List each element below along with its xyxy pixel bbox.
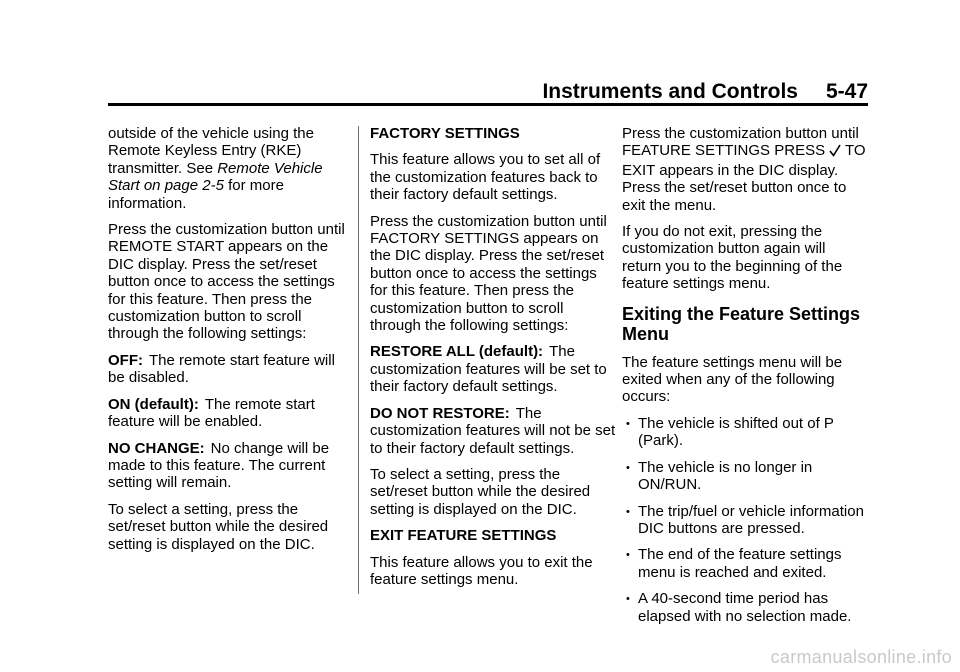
cross-reference: Remote Vehicle Start on page 2-5 bbox=[108, 159, 323, 195]
list-item: • The vehicle is no longer in ON/RUN. bbox=[626, 458, 813, 494]
list-item: • The vehicle is shifted out of P (Park). bbox=[626, 414, 834, 450]
exit-note: If you do not exit, pressing the customization button again will return you to the beginning of the feature settings menu. bbox=[622, 223, 843, 293]
exit-instructions: Press the customization button until FEATURE SETTINGS PRESS TO EXIT appears in the DIC display. Press the set/reset button once to exit the menu. bbox=[622, 125, 866, 214]
column-3 bbox=[622, 125, 868, 634]
column-2 bbox=[370, 125, 616, 597]
list-item: • A 40-second time period has elapsed with no selection made. bbox=[626, 590, 852, 625]
page-number: 5-47 bbox=[825, 80, 868, 103]
factory-settings-heading: FACTORY SETTINGS bbox=[370, 125, 520, 142]
check-icon bbox=[829, 144, 841, 161]
setting-term: DO NOT RESTORE: bbox=[370, 404, 510, 422]
setting-do-not-restore: DO NOT RESTORE: The customization features will not be set to their factory default settings. bbox=[370, 404, 616, 457]
list-item: • The end of the feature settings menu is reached and exited. bbox=[626, 546, 842, 581]
exit-feature-settings-heading: EXIT FEATURE SETTINGS bbox=[370, 527, 557, 545]
bullet-icon: • bbox=[626, 505, 630, 518]
bullet-icon: • bbox=[626, 593, 630, 606]
header-rule bbox=[108, 103, 868, 106]
factory-settings-desc: This feature allows you to set all of the customization features back to their factory default settings. bbox=[370, 151, 601, 204]
bullet-icon: • bbox=[626, 417, 630, 430]
setting-restore-all: RESTORE ALL (default): The customization features will be set to their factory default settings. bbox=[370, 343, 607, 396]
setting-term: NO CHANGE: bbox=[108, 439, 205, 457]
exit-feature-settings-desc: This feature allows you to exit the feature settings menu. bbox=[370, 553, 593, 588]
watermark: carmanualsonline.info bbox=[770, 647, 952, 667]
setting-term: RESTORE ALL (default): bbox=[370, 343, 544, 361]
select-setting-note: To select a setting, press the set/reset button while the desired setting is displayed on the DIC. bbox=[370, 465, 591, 518]
setting-term: ON (default): bbox=[108, 395, 199, 413]
column-divider bbox=[358, 126, 359, 594]
select-setting-note: To select a setting, press the set/reset button while the desired setting is displayed on the DIC. bbox=[108, 500, 329, 553]
exit-conditions-intro: The feature settings menu will be exited when any of the following occurs: bbox=[622, 353, 843, 406]
remote-start-intro: outside of the vehicle using the Remote Keyless Entry (RKE) transmitter. See Remote Vehicle Start on page 2-5 for more information. bbox=[108, 125, 323, 212]
exit-conditions-list bbox=[622, 415, 868, 625]
section-title: Exiting the Feature Settings Menu bbox=[622, 303, 861, 344]
setting-on: ON (default): The remote start feature will be enabled. bbox=[108, 395, 315, 431]
setting-no-change: NO CHANGE: No change will be made to this feature. The current setting will remain. bbox=[108, 439, 330, 492]
bullet-icon: • bbox=[626, 549, 630, 562]
header-title: Instruments and Controls bbox=[542, 80, 798, 103]
bullet-icon: • bbox=[626, 461, 630, 474]
list-item: • The trip/fuel or vehicle information DIC buttons are pressed. bbox=[626, 502, 864, 537]
page-header bbox=[108, 78, 868, 104]
setting-term: OFF: bbox=[108, 351, 143, 369]
column-1 bbox=[108, 125, 354, 562]
factory-settings-instructions: Press the customization button until FACTORY SETTINGS appears on the DIC display. Press the set/reset button once to access the settings for this feature. Then press the customization button to scroll through the following settings: bbox=[370, 212, 607, 335]
remote-start-instructions: Press the customization button until REMOTE START appears on the DIC display. Press the set/reset button once to access the settings for this feature. Then press the customization button to scroll through the following settings: bbox=[108, 221, 345, 343]
setting-off: OFF: The remote start feature will be disabled. bbox=[108, 351, 335, 387]
